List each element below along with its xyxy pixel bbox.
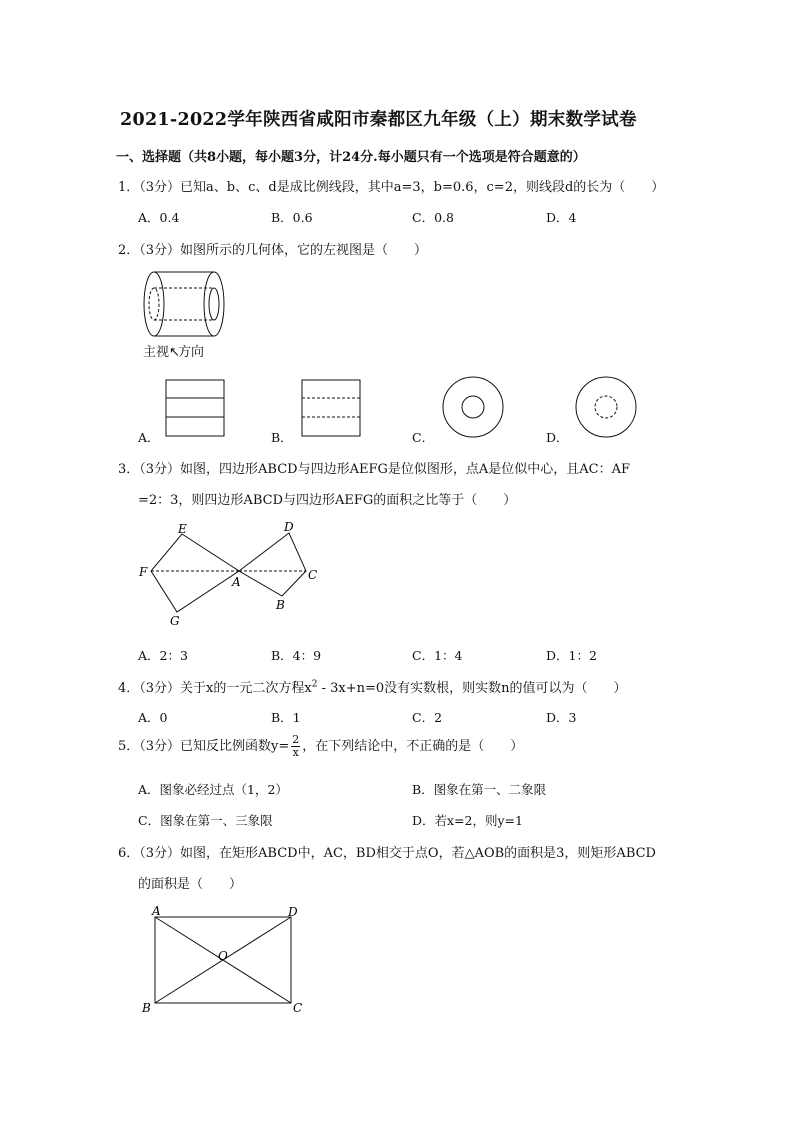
q4-stem-part-a: 4．（3分）关于x的一元二次方程x <box>118 681 312 696</box>
section-heading: 一、选择题（共8小题，每小题3分，计24分.每小题只有一个选项是符合题意的） <box>116 150 586 165</box>
label-c: C <box>293 1001 303 1015</box>
q1-option-d: D．4 <box>546 210 577 225</box>
label-o: O <box>218 949 228 963</box>
q4-option-b: B．1 <box>271 710 301 725</box>
q2-option-c-figure <box>440 374 506 440</box>
q5-stem-part-a: 5．（3分）已知反比例函数y= <box>118 739 290 754</box>
q2-option-c: C． <box>412 430 435 445</box>
q2-option-d: D． <box>546 430 569 445</box>
page-title: 2021-2022学年陕西省咸阳市秦都区九年级（上）期末数学试卷 <box>120 110 637 130</box>
q2-option-a: A． <box>138 430 160 445</box>
q4-option-c: C．2 <box>412 710 443 725</box>
q2-option-b-figure <box>296 376 366 442</box>
q2-option-b: B． <box>271 430 293 445</box>
label-a: A <box>152 904 161 918</box>
q1-option-b: B．0.6 <box>271 210 313 225</box>
hollow-cylinder-figure <box>136 266 236 346</box>
question-5-stem <box>118 734 523 759</box>
q5-option-d: D．若x=2，则y=1 <box>412 813 523 828</box>
q5-option-c: C．图象在第一、三象限 <box>138 813 273 828</box>
q4-exponent: 2 <box>311 679 318 690</box>
q2-option-a-figure <box>160 376 230 442</box>
label-d: D <box>288 905 298 919</box>
q4-option-a: A．0 <box>138 710 168 725</box>
q4-option-d: D．3 <box>546 710 577 725</box>
q5-fraction-numerator: 2 <box>292 733 300 746</box>
arrow-pointer-icon: ↖ <box>169 345 180 360</box>
q1-option-c: C．0.8 <box>412 210 454 225</box>
q5-option-b: B．图象在第一、二象限 <box>412 782 547 797</box>
q5-stem-part-b: ，在下列结论中，不正确的是（ ） <box>302 739 524 754</box>
question-3-stem-line2: =2：3，则四边形ABCD与四边形AEFG的面积之比等于（ ） <box>138 493 517 508</box>
q2-option-d-figure <box>573 374 639 440</box>
question-1-stem: 1．（3分）已知a、b、c、d是成比例线段，其中a=3，b=0.6，c=2，则线段d的长为（ ） <box>118 180 665 195</box>
label-d: D <box>284 520 294 534</box>
question-6-stem-line2: 的面积是（ ） <box>138 877 243 892</box>
q1-option-a: A．0.4 <box>138 210 180 225</box>
label-b: B <box>142 1001 151 1015</box>
q5-option-a: A．图象必经过点（1，2） <box>138 782 288 797</box>
q3-option-c: C．1：4 <box>412 648 463 663</box>
question-2-stem: 2．（3分）如图所示的几何体，它的左视图是（ ） <box>118 243 428 258</box>
view-direction-caption <box>143 341 204 360</box>
q5-fraction <box>291 734 300 759</box>
label-c: C <box>308 568 318 582</box>
q3-option-d: D．1：2 <box>546 648 597 663</box>
view-caption-text: 主视 <box>143 345 170 360</box>
q3-similar-quadrilaterals-figure <box>134 518 324 630</box>
question-3-stem-line1: 3．（3分）如图，四边形ABCD与四边形AEFG是位似图形，点A是位似中心，且AC：AF <box>118 462 631 477</box>
label-e: E <box>178 522 187 536</box>
q5-fraction-denominator: x <box>292 746 299 759</box>
q4-stem-part-b: - 3x+n=0没有实数根，则实数n的值可以为（ ） <box>317 681 627 696</box>
view-caption-text-2: 方向 <box>178 345 205 360</box>
question-6-stem-line1: 6．（3分）如图，在矩形ABCD中，AC，BD相交于点O，若△AOB的面积是3，则矩形ABCD <box>118 846 656 861</box>
q3-option-b: B．4：9 <box>271 648 322 663</box>
question-4-stem <box>118 677 627 696</box>
label-g: G <box>170 614 180 628</box>
label-a: A <box>232 575 241 589</box>
label-b: B <box>276 598 285 612</box>
q6-rectangle-figure <box>138 902 308 1020</box>
label-f: F <box>139 565 148 579</box>
q3-option-a: A．2：3 <box>138 648 188 663</box>
